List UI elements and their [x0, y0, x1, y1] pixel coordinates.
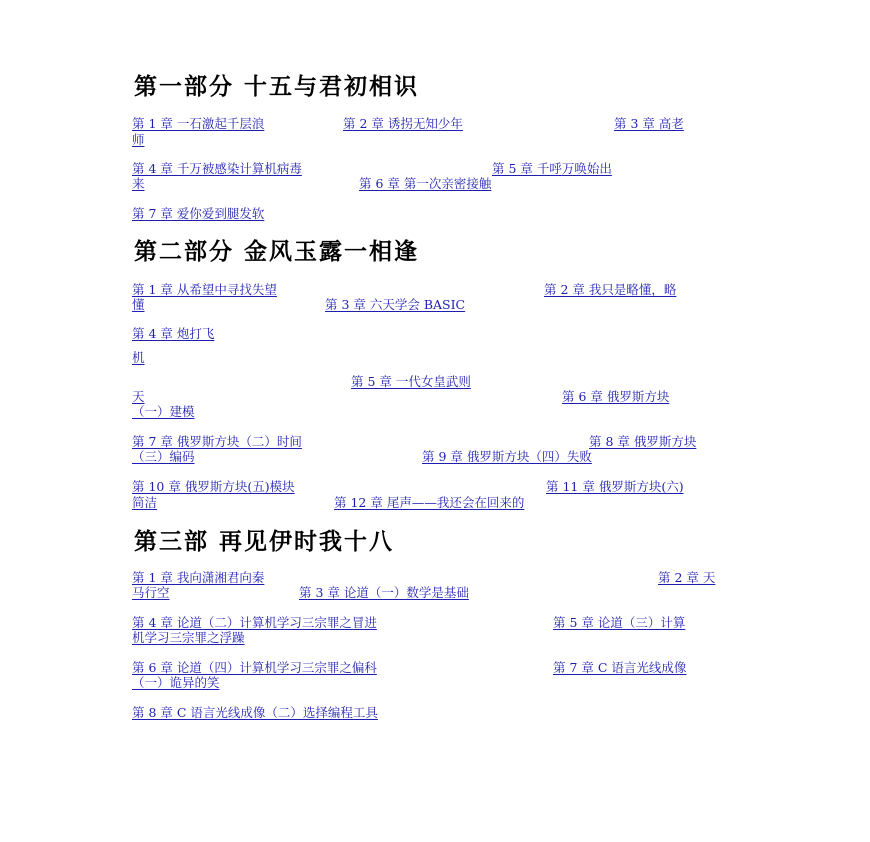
part-2-chapter-11-link-cont[interactable]: 简洁 [132, 495, 158, 510]
part-2-chapter-3-link[interactable]: 第 3 章 六天学会 BASIC [325, 297, 466, 312]
part-3-heading: 第三部 再见伊时我十八 [134, 528, 395, 555]
part-2-chapter-2-link-cont[interactable]: 懂 [132, 297, 145, 312]
part-1-chapter-3-link[interactable]: 第 3 章 高老 [614, 116, 684, 131]
part-2-chapter-7-link[interactable]: 第 7 章 俄罗斯方块（二）时间 [132, 434, 302, 449]
part-2-chapter-6-link-cont[interactable]: （一）建模 [132, 404, 195, 419]
part-2-chapter-6-link[interactable]: 第 6 章 俄罗斯方块 [562, 389, 670, 404]
part-1-chapter-2-link[interactable]: 第 2 章 诱拐无知少年 [343, 116, 463, 131]
part-3-chapter-2-link-cont[interactable]: 马行空 [132, 585, 170, 600]
part-1-chapter-5-link[interactable]: 第 5 章 千呼万唤始出 [492, 161, 612, 176]
part-2-chapter-8-link-cont[interactable]: （三）编码 [132, 449, 195, 464]
part-2-chapter-1-link[interactable]: 第 1 章 从希望中寻找失望 [132, 282, 277, 297]
part-3-chapter-3-link[interactable]: 第 3 章 论道（一）数学是基础 [299, 585, 469, 600]
part-2-chapter-12-link[interactable]: 第 12 章 尾声——我还会在回来的 [334, 495, 525, 510]
part-1-heading: 第一部分 十五与君初相识 [134, 73, 420, 100]
part-1-chapter-4-link[interactable]: 第 4 章 千万被感染计算机病毒 [132, 161, 302, 176]
part-2-chapter-8-link[interactable]: 第 8 章 俄罗斯方块 [589, 434, 697, 449]
part-3-chapter-5-link-cont[interactable]: 机学习三宗罪之浮躁 [132, 630, 245, 645]
part-2-chapter-9-link[interactable]: 第 9 章 俄罗斯方块（四）失败 [422, 449, 592, 464]
part-2-chapter-10-link[interactable]: 第 10 章 俄罗斯方块(五)模块 [132, 479, 295, 494]
part-3-chapter-6-link[interactable]: 第 6 章 论道（四）计算机学习三宗罪之偏科 [132, 660, 377, 675]
part-2-chapter-4-link-cont[interactable]: 机 [132, 350, 145, 365]
part-3-chapter-7-link-cont[interactable]: （一）诡异的笑 [132, 675, 220, 690]
part-1-chapter-6-link[interactable]: 第 6 章 第一次亲密接触 [359, 176, 492, 191]
part-2-heading: 第二部分 金风玉露一相逢 [134, 238, 420, 265]
part-2-chapter-5-link[interactable]: 第 5 章 一代女皇武则 [351, 374, 471, 389]
part-1-chapter-3-link-cont[interactable]: 师 [132, 132, 145, 147]
part-2-chapter-11-link[interactable]: 第 11 章 俄罗斯方块(六) [546, 479, 684, 494]
part-1-chapter-1-link[interactable]: 第 1 章 一石激起千层浪 [132, 116, 265, 131]
part-3-chapter-2-link[interactable]: 第 2 章 天 [658, 570, 716, 585]
part-3-chapter-5-link[interactable]: 第 5 章 论道（三）计算 [553, 615, 686, 630]
part-1-chapter-5-link-cont[interactable]: 来 [132, 176, 145, 191]
part-3-chapter-8-link[interactable]: 第 8 章 C 语言光线成像（二）选择编程工具 [132, 705, 378, 720]
part-3-chapter-7-link[interactable]: 第 7 章 C 语言光线成像 [553, 660, 687, 675]
part-3-chapter-4-link[interactable]: 第 4 章 论道（二）计算机学习三宗罪之冒进 [132, 615, 377, 630]
part-3-chapter-1-link[interactable]: 第 1 章 我向潇湘君向秦 [132, 570, 265, 585]
part-2-chapter-4-link[interactable]: 第 4 章 炮打飞 [132, 326, 215, 341]
part-2-chapter-2-link[interactable]: 第 2 章 我只是略懂，略 [544, 282, 677, 297]
part-1-chapter-7-link[interactable]: 第 7 章 爱你爱到腿发软 [132, 206, 265, 221]
part-2-chapter-5-link-cont[interactable]: 天 [132, 389, 145, 404]
